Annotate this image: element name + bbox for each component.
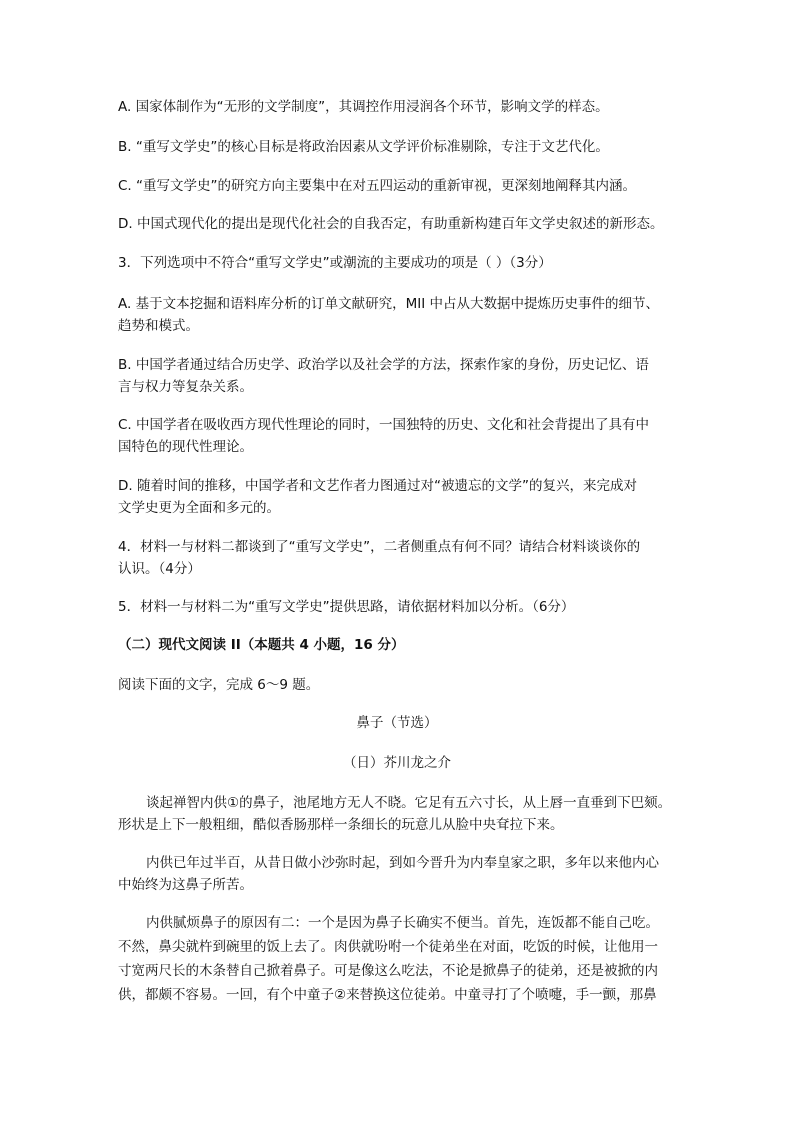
paragraph-2-line1: 内供已年过半百，从昔日做小沙弥时起，到如今晋升为内奉皇家之职，多年以来他内心 bbox=[146, 855, 659, 871]
paragraph-1-line1: 谈起禅智内供①的鼻子，池尾地方无人不晓。它足有五六寸长，从上唇一直垂到下巴颏。 bbox=[146, 795, 672, 811]
q3-option-d-line1: D. 随着时间的推移，中国学者和文艺作者力图通过对“被遗忘的文学”的复兴，来完成对 bbox=[118, 478, 637, 494]
q3-option-b-line2: 言与权力等复杂关系。 bbox=[118, 379, 253, 395]
q3-option-a-line2: 趋势和模式。 bbox=[118, 318, 199, 334]
paragraph-3-line3: 寸宽两尺长的木条替自己掀着鼻子。可是像这么吃法，不论是掀鼻子的徒弟，还是被掀的内 bbox=[118, 963, 658, 979]
q3-option-c-line1: C. 中国学者在吸收西方现代性理论的同时，一国独特的历史、文化和社会背提出了具有中 bbox=[118, 417, 650, 433]
passage-author: （日）芥川龙之介 bbox=[343, 755, 451, 771]
q4-line1: 4．材料一与材料二都谈到了“重写文学史”，二者侧重点有何不同？请结合材料谈谈你的 bbox=[118, 539, 641, 555]
reading-instruction: 阅读下面的文字，完成 6～9 题。 bbox=[118, 677, 320, 693]
q3-option-d-line2: 文学史更为全面和多元的。 bbox=[118, 500, 280, 516]
q4-line2: 认识。（4分） bbox=[118, 561, 201, 577]
q5-question: 5．材料一与材料二为“重写文学史”提供思路，请依据材料加以分析。（6分） bbox=[118, 599, 575, 615]
q2-option-d: D. 中国式现代化的提出是现代化社会的自我否定，有助重新构建百年文学史叙述的新形态。 bbox=[118, 216, 664, 232]
paragraph-2-line2: 中始终为这鼻子所苦。 bbox=[118, 877, 253, 893]
section-heading: （二）现代文阅读 II（本题共 4 小题，16 分） bbox=[118, 637, 405, 653]
paragraph-1-line2: 形状是上下一般粗细，酷似香肠那样一条细长的玩意儿从脸中央耷拉下来。 bbox=[118, 817, 564, 833]
paragraph-3-line2: 不然，鼻尖就杵到碗里的饭上去了。肉供就吩咐一个徒弟坐在对面，吃饭的时候，让他用一 bbox=[118, 939, 658, 955]
q3-option-c-line2: 国特色的现代性理论。 bbox=[118, 439, 253, 455]
paragraph-3-line4: 供，都颇不容易。一回，有个中童子②来替换这位徒弟。中童寻打了个喷嚏，手一颤，那鼻 bbox=[118, 987, 657, 1003]
q3-option-a-line1: A. 基于文本挖掘和语料库分析的订单文献研究，MII 中占从大数据中提炼历史事件的细节、 bbox=[118, 296, 659, 312]
q3-option-b-line1: B. 中国学者通过结合历史学、政治学以及社会学的方法，探索作家的身份，历史记忆、语 bbox=[118, 357, 649, 373]
q2-option-a: A. 国家体制作为“无形的文学制度”，其调控作用浸润各个环节，影响文学的样态。 bbox=[118, 99, 609, 115]
q2-option-c: C. “重写文学史”的研究方向主要集中在对五四运动的重新审视，更深刻地阐释其内涵。 bbox=[118, 178, 636, 194]
passage-title: 鼻子（节选） bbox=[356, 715, 438, 731]
q3-question: 3．下列选项中不符合“重写文学史”或潮流的主要成功的项是（ ）（3分） bbox=[118, 255, 552, 271]
paragraph-3-line1: 内供腻烦鼻子的原因有二：一个是因为鼻子长确实不便当。首先，连饭都不能自己吃。 bbox=[146, 915, 659, 931]
q2-option-b: B. “重写文学史”的核心目标是将政治因素从文学评价标准剔除，专注于文艺代化。 bbox=[118, 139, 609, 155]
